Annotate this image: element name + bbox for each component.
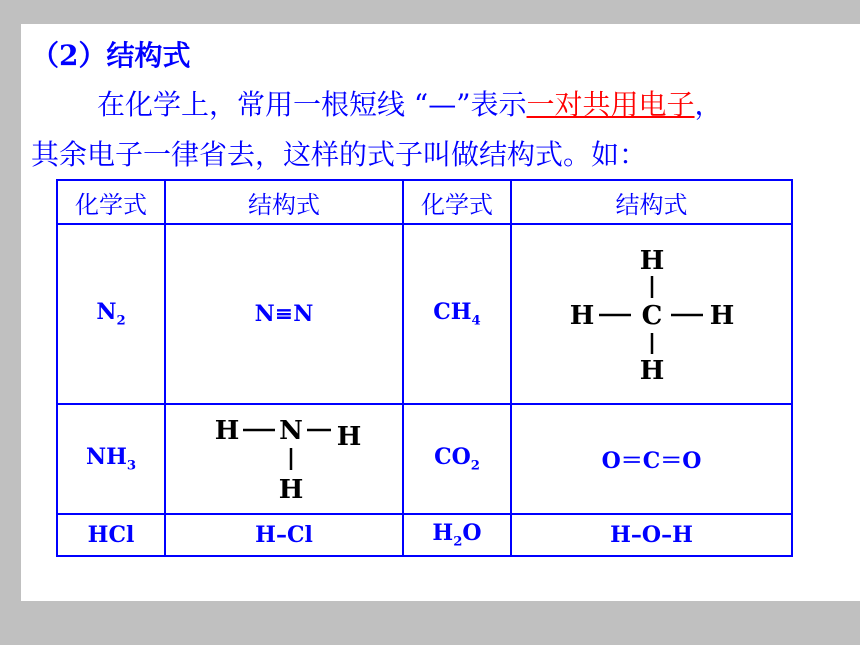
table-row: [57, 224, 792, 404]
svg-text:H: H: [639, 356, 664, 386]
table-row: [57, 514, 792, 556]
svg-text:H: H: [639, 246, 664, 276]
structure-co2: O＝C＝O: [511, 404, 792, 514]
formula-n2: $N_2$: [57, 224, 165, 404]
formula-hcl: HCl: [57, 514, 165, 556]
structure-n2: N≡N: [165, 224, 403, 404]
formula-co2: $CO_2$: [403, 404, 511, 514]
svg-text:H: H: [569, 301, 594, 331]
table-header-row: [57, 180, 792, 224]
formula-ch4: $CH_4$: [403, 224, 511, 404]
svg-text:H: H: [336, 422, 362, 452]
formula-nh3: $NH_3$: [57, 404, 165, 514]
structure-ch4: [511, 224, 792, 404]
svg-text:H: H: [709, 301, 734, 331]
formula-h2o: $H_2O$: [403, 514, 511, 556]
intro-punct: ，: [694, 88, 723, 121]
header-formula-2: 化学式: [403, 180, 511, 224]
svg-text:H: H: [214, 416, 240, 446]
table-row: [57, 404, 792, 514]
slide: [21, 24, 860, 601]
svg-text:N: N: [279, 416, 303, 446]
intro-text-1: 在化学上，常用一根短线 “—”表示: [97, 88, 527, 121]
header-structure-2: 结构式: [511, 180, 792, 224]
structure-nh3: [165, 404, 403, 514]
header-structure-1: 结构式: [165, 180, 403, 224]
svg-text:C: C: [641, 301, 662, 331]
nh3-structure-diagram: [199, 406, 369, 506]
structural-formula-table: [56, 179, 793, 557]
section-heading: （2）结构式: [31, 39, 191, 72]
intro-text-2: 其余电子一律省去，这样的式子叫做结构式。如：: [31, 138, 648, 171]
intro-highlight: 一对共用电子: [526, 88, 695, 121]
svg-text:H: H: [278, 475, 304, 505]
ch4-structure-diagram: [567, 236, 737, 386]
intro-paragraph: [31, 80, 856, 180]
structure-hcl: H–Cl: [165, 514, 403, 556]
header-formula-1: 化学式: [57, 180, 165, 224]
structure-h2o: H–O–H: [511, 514, 792, 556]
